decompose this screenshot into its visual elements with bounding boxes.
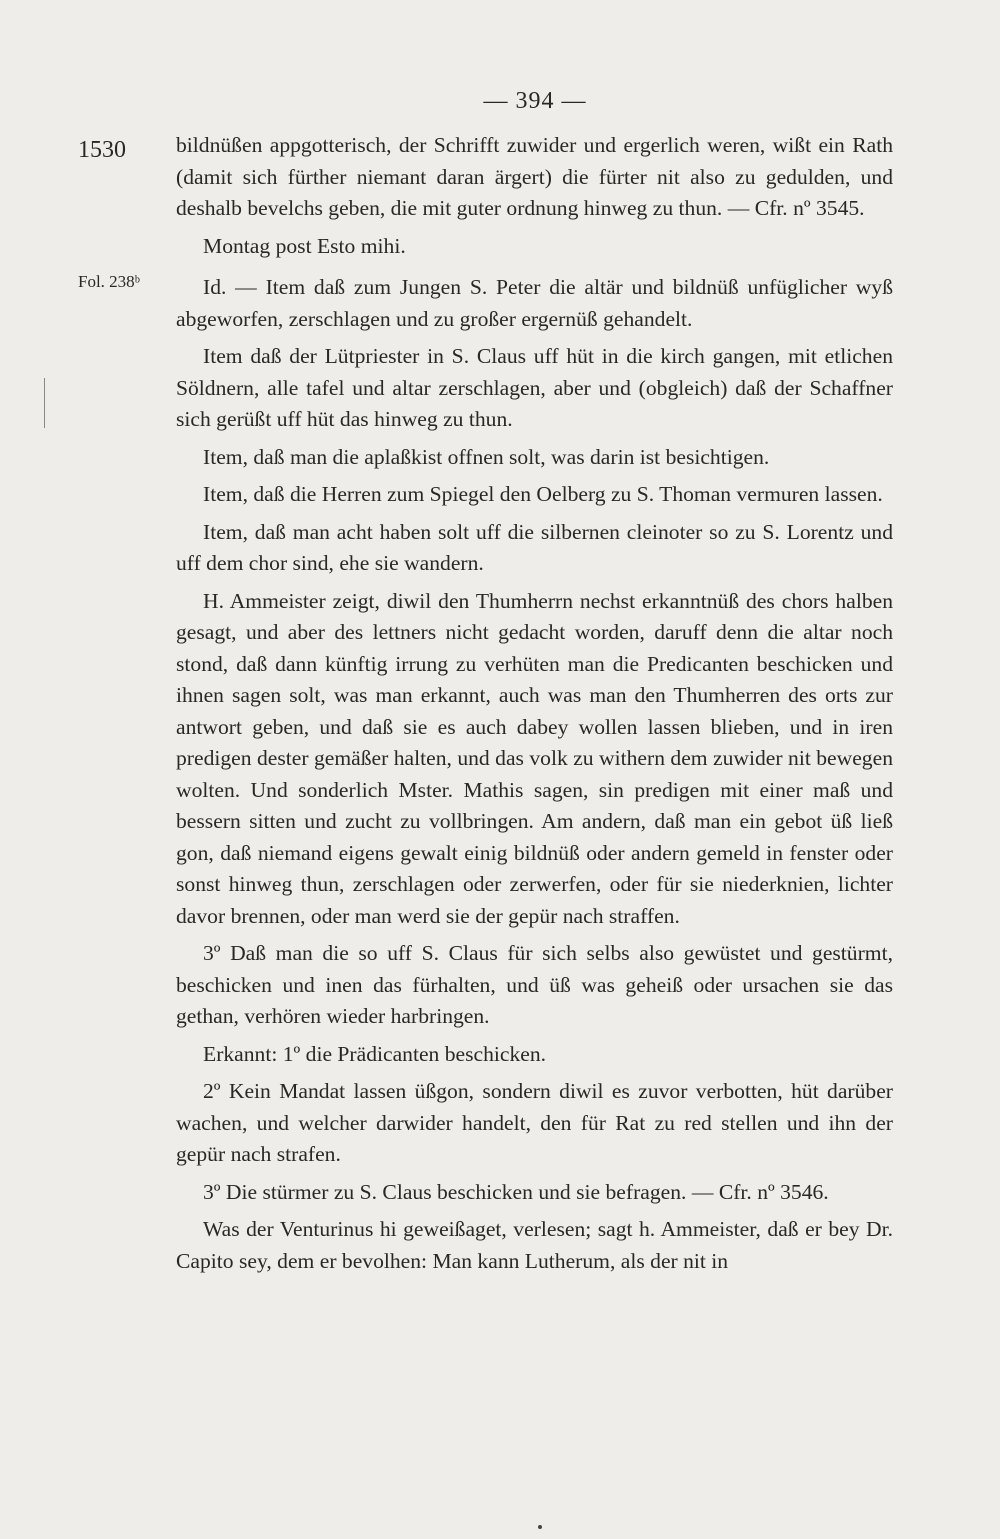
- ink-speck: [538, 1525, 542, 1529]
- date-heading: Montag post Esto mihi.: [203, 233, 406, 258]
- paragraph: Item, daß man acht haben solt uff die silbernen cleinoter so zu S. Lorentz und uff dem chor sind, ehe sie wandern.: [176, 519, 893, 575]
- paragraph: 2º Kein Mandat lassen üßgon, sondern diwil es zuvor verbotten, hüt darüber wachen, und welcher darwider handelt, den für Rat zu red stellen und ihn der gepür nach strafen.: [176, 1079, 893, 1166]
- paragraph: Item, daß man die aplaßkist offnen solt, was darin ist besichtigen.: [203, 444, 770, 469]
- paragraph: 3º Daß man die so uff S. Claus für sich selbs also gewüstet und gestürmt, beschicken und inen das fürhalten, und üß was geheiß oder ursachen sie das gethan, verhören wieder harbringen.: [176, 941, 893, 1028]
- paragraph: Item daß der Lütpriester in S. Claus uff hüt in die kirch gangen, mit etlichen Söldnern, alle tafel und altar zerschlagen, aber und (obgleich) daß der Schaffner sich gerüßt uff hüt das hinweg zu thun.: [176, 344, 893, 431]
- margin-year: 1530: [78, 137, 126, 163]
- paragraph: bildnüßen appgotterisch, der Schrifft zuwider und ergerlich weren, wißt ein Rath (damit sich fürther niemant daran ärgert) die fürter nit also zu gedulden, und deshalb bevelchs geben, die mit guter ordnung hinweg zu thun. — Cfr. nº 3545.: [176, 133, 893, 220]
- paragraph: Was der Venturinus hi geweißaget, verlesen; sagt h. Ammeister, daß er bey Dr. Capito sey, dem er bevolhen: Man kann Lutherum, als der nit in: [176, 1217, 893, 1273]
- body-text: [176, 130, 893, 1283]
- scan-edge-mark: [44, 378, 45, 428]
- paragraph: H. Ammeister zeigt, diwil den Thumherrn nechst erkanntnüß des chors halben gesagt, und aber des lettners nicht gedacht worden, daruff denn die altar noch stond, daß dann künftig irrung zu verhüten man die Predicanten beschicken und ihnen sagen solt, was man erkannt, auch was man den Thumherren des orts zur antwort geben, und daß sie es auch dabey wollen lassen blieben, und in iren predigen dester gemäßer halten, und das volk zu withern dem zuwider nit bewegen wolten. Und sonderlich Mster. Mathis sagen, sin predigen mit einer maß und bessern sitten und zucht zu vollbringen. Am andern, daß man ein gebot üß ließ gon, daß niemand eigens gewalt einig bildnüß oder andern gemeld in fenster oder sonst hinweg thun, zerschlagen oder zerwerfen, oder für sie niederknien, lichter davor brennen, oder man werd sie der gepür nach straffen.: [176, 588, 893, 928]
- page-number: — 394 —: [483, 88, 587, 114]
- paragraph: 3º Die stürmer zu S. Claus beschicken und sie befragen. — Cfr. nº 3546.: [203, 1179, 829, 1204]
- margin-folio-reference: Fol. 238ᵇ: [78, 272, 140, 291]
- paragraph: Item, daß die Herren zum Spiegel den Oelberg zu S. Thoman vermuren lassen.: [203, 482, 883, 506]
- paragraph: Id. — Item daß zum Jungen S. Peter die altär und bildnüß unfüglicher wyß abgeworfen, zerschlagen und zu großer ergernüß gehandelt.: [176, 275, 893, 331]
- paragraph: Erkannt: 1º die Prädicanten beschicken.: [203, 1041, 547, 1066]
